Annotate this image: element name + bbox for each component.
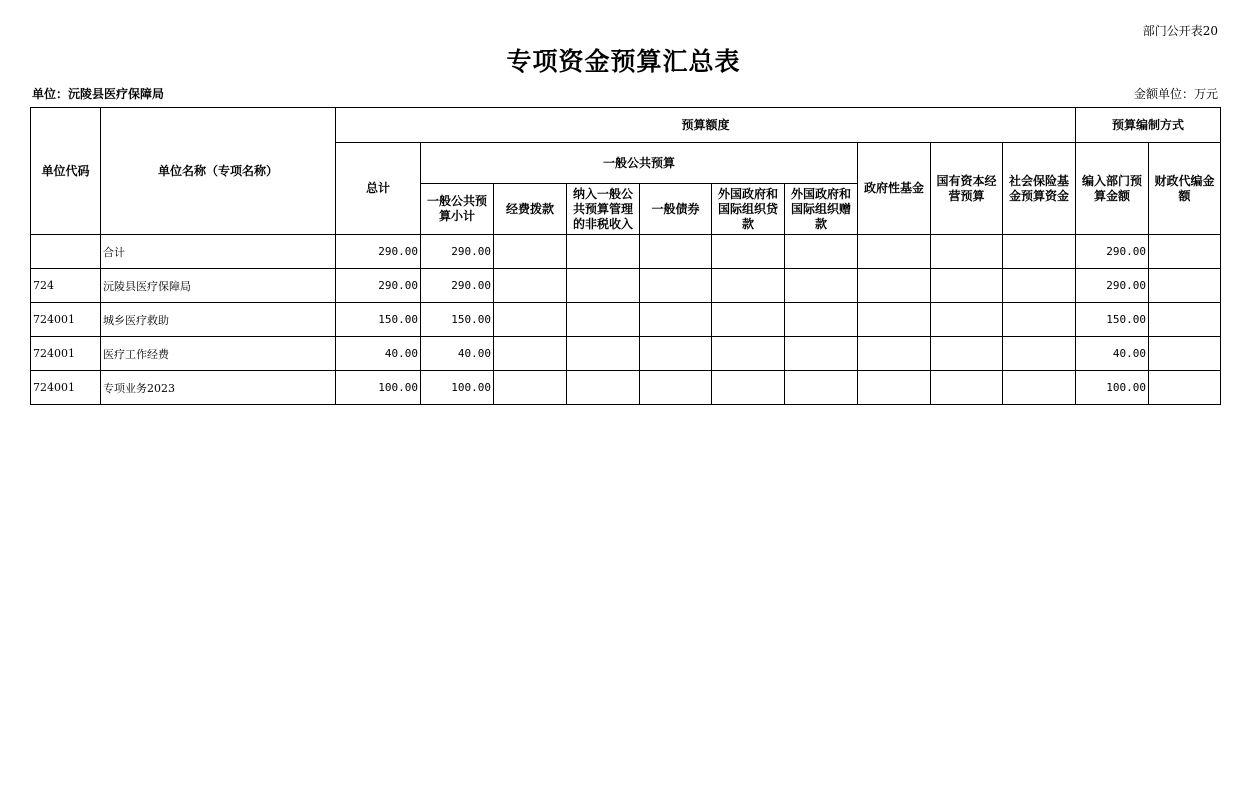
cell-finance-amount [1149, 269, 1221, 303]
cell-foreign-grant [785, 269, 858, 303]
budget-table [30, 107, 1221, 405]
cell-dept-amount: 40.00 [1076, 337, 1149, 371]
cell-foreign-grant [785, 337, 858, 371]
cell-total: 40.00 [336, 337, 421, 371]
form-number: 部门公开表20 [1142, 24, 1218, 38]
header-total: 总计 [336, 143, 421, 235]
cell-foreign-loan [712, 371, 785, 405]
header-state-capital: 国有资本经营预算 [931, 143, 1003, 235]
table-row [31, 269, 1221, 303]
header-dept-budget-amount: 编入部门预算金额 [1076, 143, 1149, 235]
cell-name: 沅陵县医疗保障局 [101, 269, 336, 303]
cell-dept-amount: 150.00 [1076, 303, 1149, 337]
cell-total: 150.00 [336, 303, 421, 337]
cell-general-bond [640, 337, 712, 371]
cell-general-bond [640, 371, 712, 405]
cell-gp-subtotal: 100.00 [421, 371, 494, 405]
cell-dept-amount: 100.00 [1076, 371, 1149, 405]
cell-general-bond [640, 269, 712, 303]
table-row [31, 371, 1221, 405]
cell-gp-subtotal: 290.00 [421, 235, 494, 269]
cell-name: 合计 [101, 235, 336, 269]
cell-foreign-loan [712, 337, 785, 371]
header-foreign-grant: 外国政府和国际组织赠款 [785, 184, 858, 235]
cell-funding [494, 371, 567, 405]
cell-total: 290.00 [336, 235, 421, 269]
cell-code: 724001 [31, 303, 101, 337]
cell-gp-subtotal: 40.00 [421, 337, 494, 371]
cell-non-tax [567, 235, 640, 269]
cell-foreign-grant [785, 303, 858, 337]
header-budget-method: 预算编制方式 [1076, 108, 1221, 143]
header-gp-subtotal: 一般公共预算小计 [421, 184, 494, 235]
cell-total: 290.00 [336, 269, 421, 303]
cell-foreign-grant [785, 371, 858, 405]
amount-unit-label: 金额单位：万元 [1133, 87, 1218, 101]
cell-gov-fund [858, 269, 931, 303]
cell-funding [494, 235, 567, 269]
cell-foreign-loan [712, 303, 785, 337]
cell-total: 100.00 [336, 371, 421, 405]
cell-name: 医疗工作经费 [101, 337, 336, 371]
cell-code: 724001 [31, 337, 101, 371]
header-unit-name: 单位名称（专项名称） [101, 108, 336, 235]
cell-name: 城乡医疗救助 [101, 303, 336, 337]
header-general-public-budget: 一般公共预算 [421, 143, 858, 184]
header-social-insurance: 社会保险基金预算资金 [1003, 143, 1076, 235]
header-gov-fund: 政府性基金 [858, 143, 931, 235]
cell-social-insurance [1003, 269, 1076, 303]
cell-code [31, 235, 101, 269]
cell-name: 专项业务2023 [101, 371, 336, 405]
cell-dept-amount: 290.00 [1076, 269, 1149, 303]
cell-general-bond [640, 235, 712, 269]
page-title: 专项资金预算汇总表 [506, 47, 741, 76]
cell-state-capital [931, 337, 1003, 371]
cell-state-capital [931, 303, 1003, 337]
cell-finance-amount [1149, 235, 1221, 269]
cell-state-capital [931, 371, 1003, 405]
cell-funding [494, 269, 567, 303]
cell-funding [494, 337, 567, 371]
cell-non-tax [567, 337, 640, 371]
unit-label: 单位：沅陵县医疗保障局 [32, 87, 165, 101]
cell-non-tax [567, 303, 640, 337]
header-non-tax: 纳入一般公共预算管理的非税收入 [567, 184, 640, 235]
cell-code: 724 [31, 269, 101, 303]
cell-gov-fund [858, 371, 931, 405]
header-finance-amount: 财政代编金额 [1149, 143, 1221, 235]
cell-gov-fund [858, 337, 931, 371]
header-unit-code: 单位代码 [31, 108, 101, 235]
table-row [31, 303, 1221, 337]
cell-funding [494, 303, 567, 337]
header-funding: 经费拨款 [494, 184, 567, 235]
cell-general-bond [640, 303, 712, 337]
table-row [31, 337, 1221, 371]
cell-dept-amount: 290.00 [1076, 235, 1149, 269]
cell-finance-amount [1149, 371, 1221, 405]
cell-foreign-grant [785, 235, 858, 269]
cell-finance-amount [1149, 303, 1221, 337]
cell-state-capital [931, 235, 1003, 269]
cell-foreign-loan [712, 235, 785, 269]
cell-social-insurance [1003, 371, 1076, 405]
table-row [31, 235, 1221, 269]
cell-non-tax [567, 269, 640, 303]
cell-gp-subtotal: 150.00 [421, 303, 494, 337]
header-budget-amount: 预算额度 [336, 108, 1076, 143]
cell-finance-amount [1149, 337, 1221, 371]
header-foreign-loan: 外国政府和国际组织贷款 [712, 184, 785, 235]
cell-gov-fund [858, 235, 931, 269]
cell-state-capital [931, 269, 1003, 303]
cell-gp-subtotal: 290.00 [421, 269, 494, 303]
cell-code: 724001 [31, 371, 101, 405]
header-general-bond: 一般债券 [640, 184, 712, 235]
cell-social-insurance [1003, 303, 1076, 337]
cell-non-tax [567, 371, 640, 405]
cell-foreign-loan [712, 269, 785, 303]
cell-social-insurance [1003, 235, 1076, 269]
cell-gov-fund [858, 303, 931, 337]
cell-social-insurance [1003, 337, 1076, 371]
